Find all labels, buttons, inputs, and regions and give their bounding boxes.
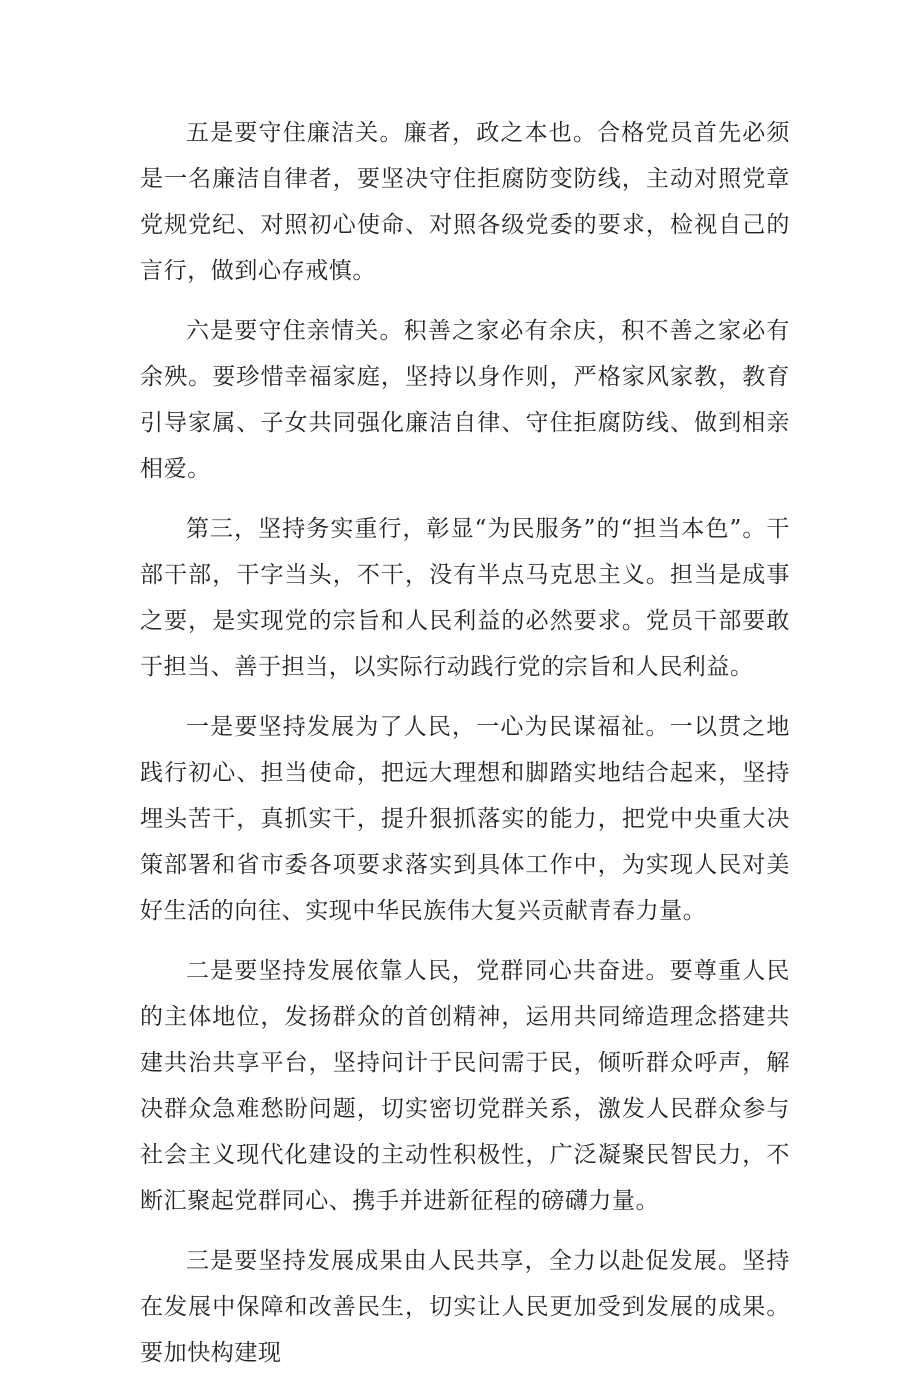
paragraph-4: 一是要坚持发展为了人民，一心为民谋福祉。一以贯之地践行初心、担当使命，把远大理想和脚踏实地结合起来，坚持埋头苦干，真抓实干，提升狠抓落实的能力，把党中央重大决策部署和省市委各项要求落实到具体工作中，为实现人民对美好生活的向往、实现中华民族伟大复兴贡献青春力量。: [140, 714, 790, 924]
paragraph-1: 五是要守住廉洁关。廉者，政之本也。合格党员首先必须是一名廉洁自律者，要坚决守住拒腐防变防线，主动对照党章党规党纪、对照初心使命、对照各级党委的要求，检视自己的言行，做到心存戒慎。: [140, 120, 790, 284]
paragraph-3: 第三，坚持务实重行，彰显“为民服务”的“担当本色”。干部干部，干字当头，不干，没有半点马克思主义。担当是成事之要，是实现党的宗旨和人民利益的必然要求。党员干部要敢于担当、善于担当，以实际行动践行党的宗旨和人民利益。: [140, 516, 790, 680]
document-body: [140, 110, 790, 1390]
paragraph-2: 六是要守住亲情关。积善之家必有余庆，积不善之家必有余殃。要珍惜幸福家庭，坚持以身作则，严格家风家教，教育引导家属、子女共同强化廉洁自律、守住拒腐防线、做到相亲相爱。: [140, 318, 790, 482]
paragraph-5: 二是要坚持发展依靠人民，党群同心共奋进。要尊重人民的主体地位，发扬群众的首创精神，运用共同缔造理念搭建共建共治共享平台，坚持问计于民问需于民，倾听群众呼声，解决群众急难愁盼问题，切实密切党群关系，激发人民群众参与社会主义现代化建设的主动性积极性，广泛凝聚民智民力，不断汇聚起党群同心、携手并进新征程的磅礴力量。: [140, 958, 790, 1214]
paragraph-6: 三是要坚持发展成果由人民共享，全力以赴促发展。坚持在发展中保障和改善民生，切实让人民更加受到发展的成果。要加快构建现: [140, 1248, 790, 1366]
